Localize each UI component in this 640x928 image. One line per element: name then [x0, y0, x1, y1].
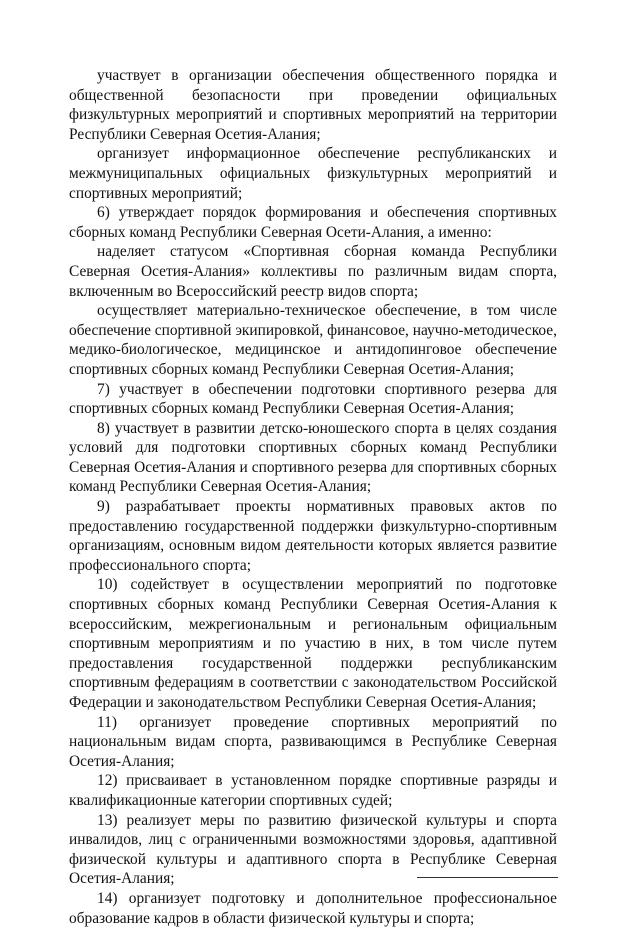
- paragraph-item-14: 14) организует подготовку и дополнительное профессиональное образование кадров в области физической культуры и спорта;: [69, 889, 557, 927]
- document-page: [69, 66, 557, 928]
- paragraph-item-13: 13) реализует меры по развитию физической культуры и спорта инвалидов, лиц с ограниченными возможностями здоровья, адаптивной физической культуры и адаптивного спорта в Республике Северная Осетия-Алания;: [69, 811, 557, 888]
- paragraph-public-order: участвует в организации обеспечения общественного порядка и общественной безопасности при проведении официальных физкультурных мероприятий и спортивных мероприятий на территории Республики Северная Осетия-Алания;: [69, 67, 557, 143]
- paragraph-item-7: 7) участвует в обеспечении подготовки спортивного резерва для спортивных сборных команд Республики Северная Осетия-Алания;: [69, 380, 557, 418]
- paragraph-item-11: 11) организует проведение спортивных мероприятий по национальным видам спорта, развивающимся в Республике Северная Осетия-Алания;: [69, 713, 557, 770]
- paragraph-item-6: 6) утверждает порядок формирования и обеспечения спортивных сборных команд Республики Северная Осети-Алания, а именно:: [69, 204, 557, 241]
- paragraph-item-9: 9) разрабатывает проекты нормативных правовых актов по предоставлению государственной поддержки физкультурно-спортивным организациям, основным видом деятельности которых является развитие профессионального спорта;: [69, 498, 557, 574]
- paragraph-material-support: осуществляет материально-техническое обеспечение, в том числе обеспечение спортивной экипировкой, финансовое, научно-методическое, медико-биологическое, медицинское и антидопинговое обеспечение спортивных сборных команд Республики Северная Осетия-Алания;: [69, 302, 557, 378]
- bottom-divider: [417, 877, 558, 878]
- paragraph-information-support: организует информационное обеспечение республиканских и межмуниципальных официальных физкультурных мероприятий и спортивных мероприятий;: [69, 145, 557, 202]
- paragraph-team-status: наделяет статусом «Спортивная сборная команда Республики Северная Осетия-Алания» коллективы по различным видам спорта, включенным во Всероссийский реестр видов спорта;: [69, 243, 557, 300]
- paragraph-item-10: 10) содействует в осуществлении мероприятий по подготовке спортивных сборных команд Республики Северная Осетия-Алания к всероссийским, межрегиональным и региональным официальным спортивным мероприятиям и по участию в них, в том числе путем предоставления государственной поддержки республиканским спортивным федерациям в соответствии с законодательством Российской Федерации и законодательством Республики Северная Осетия-Алания;: [69, 576, 557, 711]
- paragraph-item-8: 8) участвует в развитии детско-юношеского спорта в целях создания условий для подготовки спортивных сборных команд Республики Северная Осетия-Алания и спортивного резерва для спортивных сборных команд Республики Северная Осетия-Алания;: [69, 419, 557, 496]
- paragraph-item-12: 12) присваивает в установленном порядке спортивные разряды и квалификационные категории спортивных судей;: [69, 772, 557, 809]
